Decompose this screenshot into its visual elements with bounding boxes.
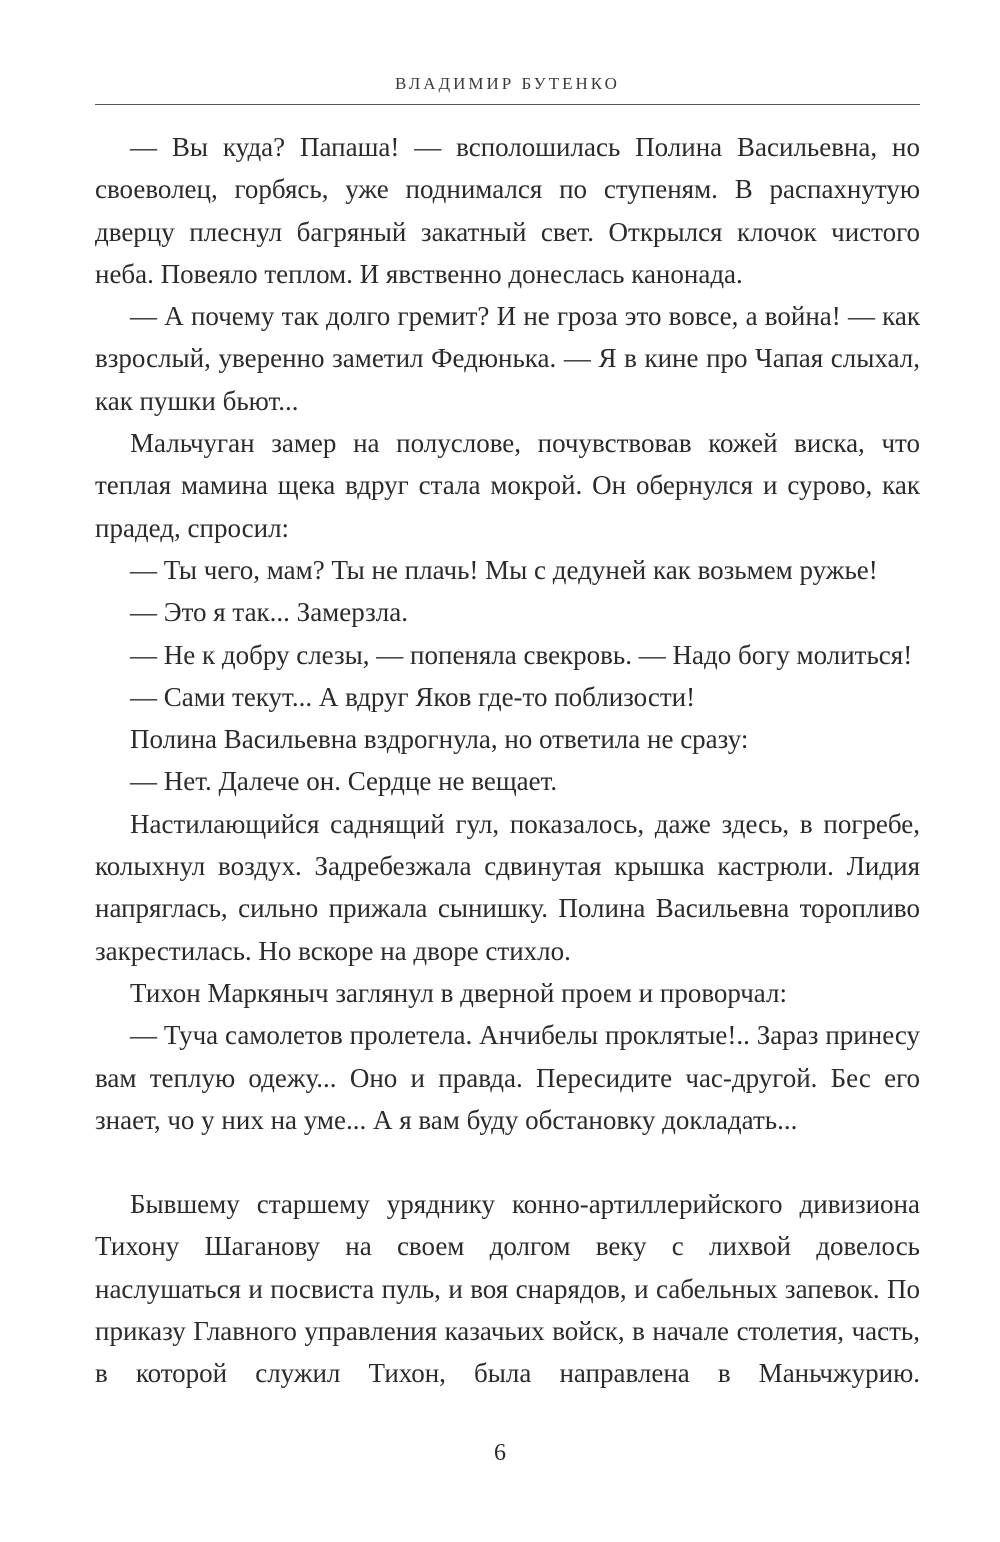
paragraph: — Сами текут... А вдруг Яков где-то поблизости!: [130, 681, 696, 712]
page-number: 6: [494, 1440, 506, 1466]
section-break: [95, 1141, 920, 1183]
paragraph: Полина Васильевна вздрогнула, но ответила не сразу:: [130, 724, 749, 755]
paragraph: Настилающийся саднящий гул, показалось, даже здесь, в погребе, колыхнул воздух. Задребезжала сдвинутая крышка кастрюли. Лидия напряглась, сильно прижала сынишку. Полина Васильевна торопливо закрестилась. Но вскоре на дворе стихло.: [95, 808, 920, 966]
paragraph: — Это я так... Замерзла.: [130, 597, 408, 628]
paragraph: — Не к добру слезы, — попеняла свекровь. — Надо богу молиться!: [130, 639, 913, 670]
paragraph: — Ты чего, мам? Ты не плачь! Мы с дедуней как возьмем ружье!: [130, 554, 878, 585]
paragraph: — Вы куда? Папаша! — всполошилась Полина Васильевна, но своеволец, горбясь, уже поднимался по ступеням. В распахнутую дверцу плеснул багряный закатный свет. Открылся клочок чистого неба. Повеяло теплом. И явственно донеслась канонада.: [95, 132, 920, 289]
paragraph: Тихон Маркяныч заглянул в дверной проем и проворчал:: [130, 977, 787, 1008]
paragraph: Бывшему старшему уряднику конно-артиллерийского дивизиона Тихону Шаганову на своем долгом веку с лихвой довелось наслушаться и посвиста пуль, и воя снарядов, и сабельных запевок. По приказу Главного управления казачьих войск, в начале столетия, часть, в которой служил Тихон, была направлена в Маньчжурию.: [95, 1189, 920, 1389]
body-text: [95, 126, 920, 1395]
paragraph: — Туча самолетов пролетела. Анчибелы проклятые!.. Зараз принесу вам теплую одежу... Оно и правда. Пересидите час-другой. Бес его знает, чо у них на уме... А я вам буду обстановку докладать...: [95, 1020, 920, 1135]
paragraph: Мальчуган замер на полуслове, почувствовав кожей виска, что теплая мамина щека вдруг стала мокрой. Он обернулся и сурово, как прадед, спросил:: [95, 428, 920, 543]
header-rule: [95, 104, 920, 105]
running-head: ВЛАДИМИР БУТЕНКО: [395, 74, 620, 93]
paragraph: — А почему так долго гремит? И не гроза это вовсе, а война! — как взрослый, уверенно заметил Федюнька. — Я в кине про Чапая слыхал, как пушки бьют...: [95, 301, 920, 416]
paragraph: — Нет. Далече он. Сердце не вещает.: [130, 766, 558, 797]
